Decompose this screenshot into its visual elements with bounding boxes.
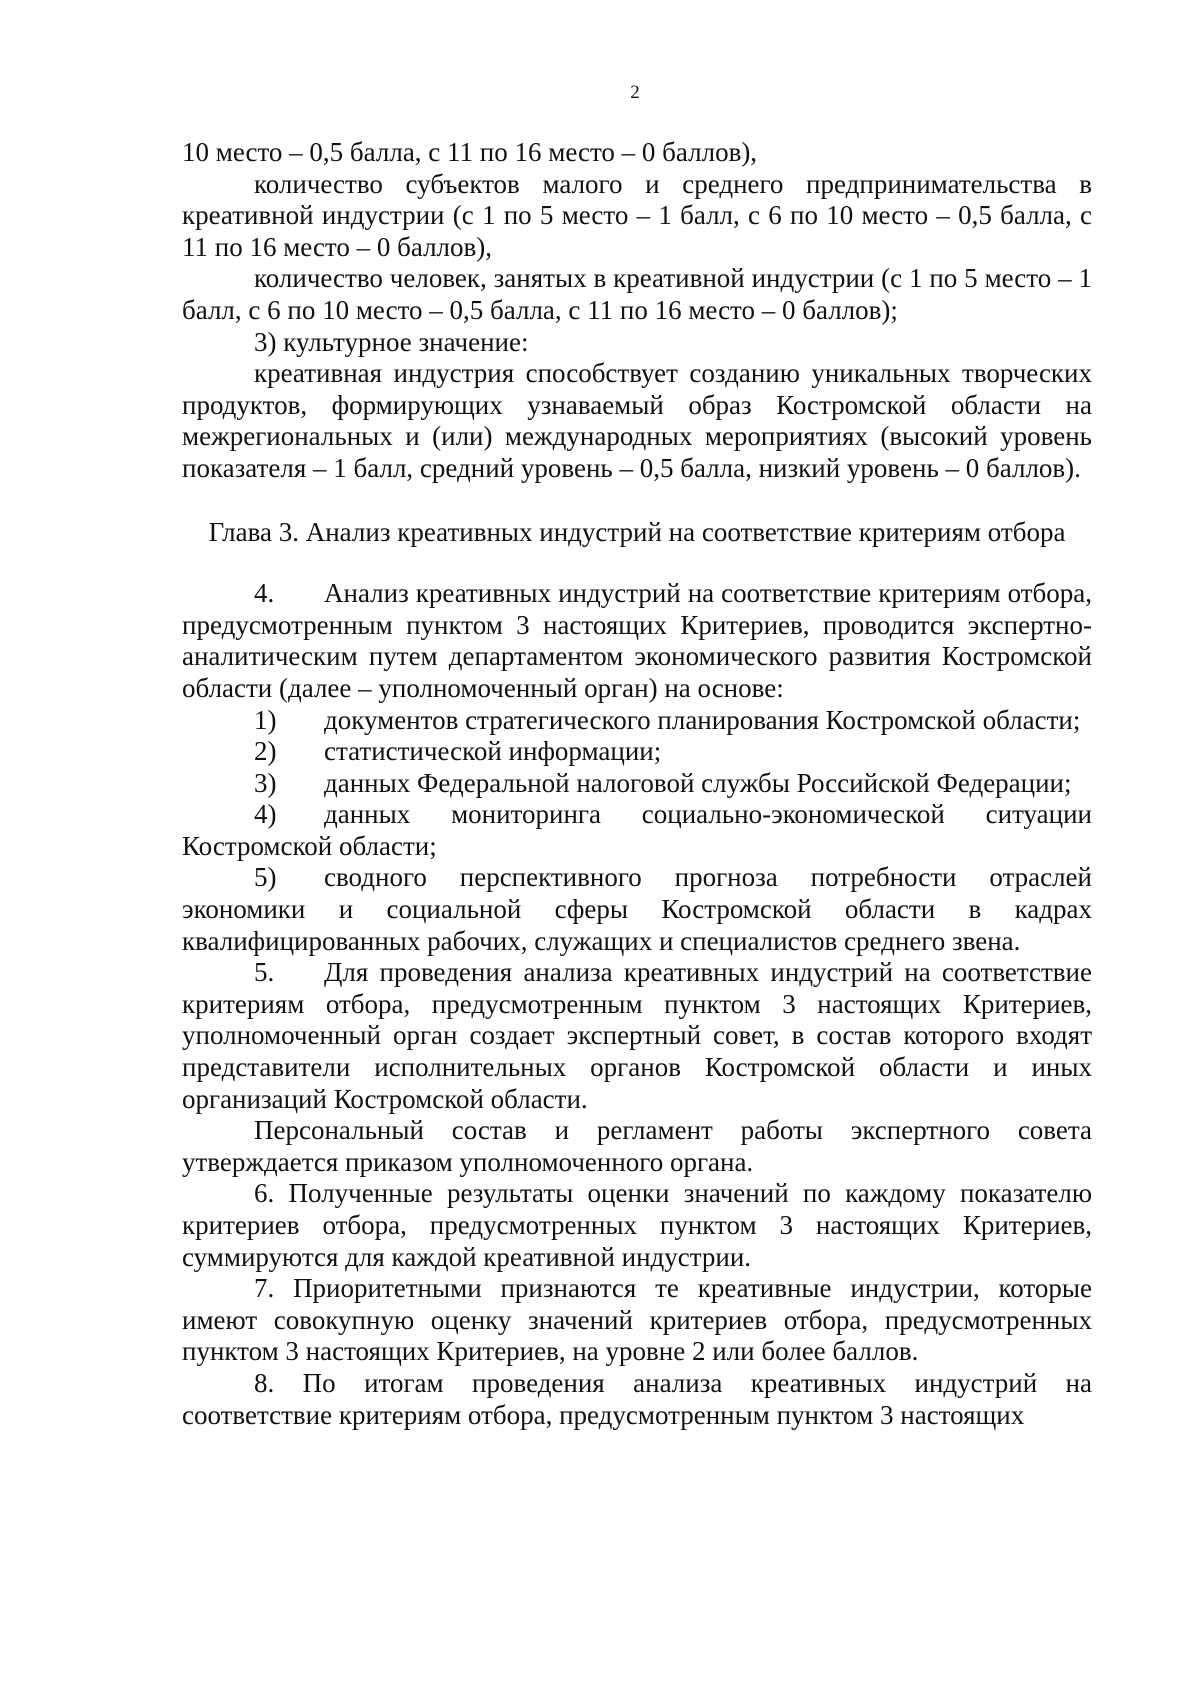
subclause-text: данных Федеральной налоговой службы Российской Федерации; xyxy=(324,767,1072,798)
paragraph-cultural-value: креативная индустрия способствует созданию уникальных творческих продуктов, формирующих узнаваемый образ Костромской области на межрегиональных и (или) международных мероприятиях (высокий уровень показателя – 1 балл, средний уровень – 0,5 балла, низкий уровень – 0 баллов). xyxy=(182,358,1092,483)
subclause-3 xyxy=(182,768,1092,800)
subclause-number: 1) xyxy=(254,704,277,735)
subclause-number: 3) xyxy=(254,767,277,798)
chapter-heading: Глава 3. Анализ креативных индустрий на соответствие критериям отбора xyxy=(208,516,1066,547)
subclause-4 xyxy=(182,799,1092,862)
clause-8: 8. По итогам проведения анализа креативных индустрий на соответствие критериям отбора, предусмотренным пунктом 3 настоящих xyxy=(182,1367,1092,1430)
subclause-number: 5) xyxy=(254,862,277,893)
document-body xyxy=(182,137,1092,1431)
paragraph-employed-count: количество человек, занятых в креативной индустрии (с 1 по 5 место – 1 балл, с 6 по 10 место – 0,5 балла, с 11 по 16 место – 0 баллов); xyxy=(182,263,1092,325)
clause-5 xyxy=(182,957,1092,1115)
clause-text: Для проведения анализа креативных индустрий на соответствие критериям отбора, предусмотренным пунктом 3 настоящих Критериев, уполномоченный орган создает экспертный совет, в состав которого входят представители исполнительных органов Костромской области и иных организаций Костромской области. xyxy=(182,957,1092,1114)
subclause-2 xyxy=(182,736,1092,768)
clause-7: 7. Приоритетными признаются те креативные индустрии, которые имеют совокупную оценку значений критериев отбора, предусмотренных пунктом 3 настоящих Критериев, на уровне 2 или более баллов. xyxy=(182,1273,1092,1367)
subclause-5 xyxy=(182,862,1092,957)
paragraph-cultural-value-heading: 3) культурное значение: xyxy=(254,326,529,357)
paragraph-continuation: 10 место – 0,5 балла, с 11 по 16 место – 0 баллов), xyxy=(182,137,758,167)
clause-6: 6. Полученные результаты оценки значений по каждому показателю критериев отбора, предусмотренных пунктом 3 настоящих Критериев, суммируются для каждой креативной индустрии. xyxy=(182,1178,1092,1272)
subclause-number: 4) xyxy=(254,799,277,830)
page-number: 2 xyxy=(630,82,640,103)
subclause-text: документов стратегического планирования Костромской области; xyxy=(324,704,1081,735)
clause-number: 4. xyxy=(254,578,275,609)
paragraph-sme-count: количество субъектов малого и среднего предпринимательства в креативной индустрии (с 1 по 5 место – 1 балл, с 6 по 10 место – 0,5 балла, с 11 по 16 место – 0 баллов), xyxy=(182,168,1092,262)
paragraph-expert-council: Персональный состав и регламент работы экспертного совета утверждается приказом уполномоченного органа. xyxy=(182,1115,1092,1177)
subclause-text: статистической информации; xyxy=(324,736,662,767)
subclause-text: данных мониторинга социально-экономической ситуации Костромской области; xyxy=(182,799,1092,861)
subclause-number: 2) xyxy=(254,736,277,767)
clause-number: 5. xyxy=(254,957,275,988)
subclause-1 xyxy=(182,705,1092,737)
clause-4 xyxy=(182,578,1092,704)
subclause-text: сводного перспективного прогноза потребности отраслей экономики и социальной сферы Костромской области в кадрах квалифицированных рабочих, служащих и специалистов среднего звена. xyxy=(182,862,1092,956)
clause-text: Анализ креативных индустрий на соответствие критериям отбора, предусмотренным пунктом 3 настоящих Критериев, проводится экспертно-аналитическим путем департаментом экономического развития Костромской области (далее – уполномоченный орган) на основе: xyxy=(182,578,1092,703)
